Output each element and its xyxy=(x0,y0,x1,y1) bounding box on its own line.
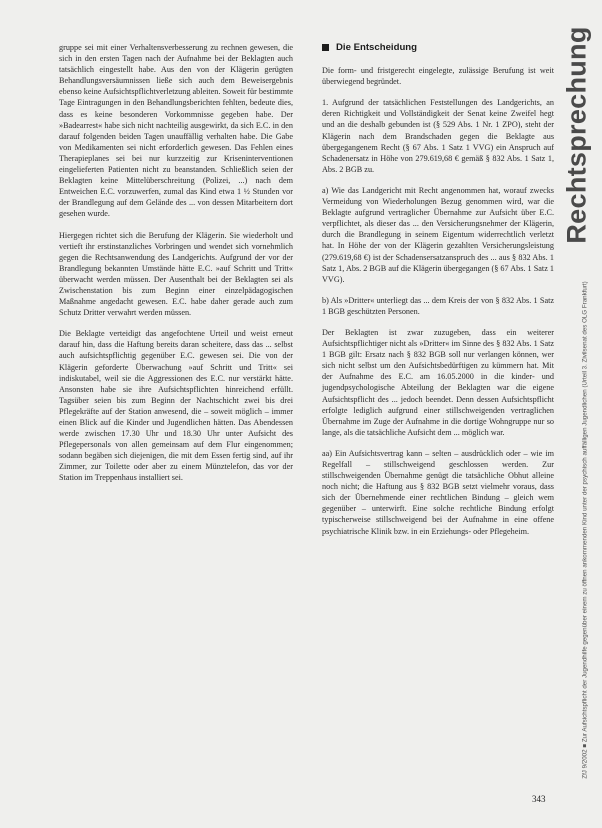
right-paragraph: a) Wie das Landgericht mit Recht angenommen hat, worauf zwecks Vermeidung von Wiederholungen Bezug genommen wird, war die Beklagte aufgrund vertraglicher Übernahme zur Aufsicht über E.C. verpflichtet, als dieser das ... den Versicherungsnehmer der Klägerin, durch die Brandlegung in seinem Eigentum widerrechtlich verletzt hat. In Höhe der von der Klägerin gezahlten Versicherungsleistung (279.619,68 €) ist der Schadensersatzanspruch des ... aus § 832 Abs. 1 Satz 1, Abs. 2 BGB auf die Klägerin übergegangen (§ 67 Abs. 1 Satz 1 VVG). xyxy=(322,185,554,284)
right-paragraph: Der Beklagten ist zwar zuzugeben, dass ein weiterer Aufsichtspflichtiger nicht als »Dritter« im Sinne des § 832 Abs. 1 Satz 1 BGB gilt: Ersatz nach § 832 BGB soll nur verlangen können, wer sich nicht selbst um den Aufsichtsbedürftigen zu kümmern hat. Mit der Aufnahme des E.C. am 16.05.2000 in die kinder- und jugendpsychologische Abteilung der Beklagten war die eigene Aufsichtspflicht des ... jedoch beendet. Denn dessen Aufsichtspflicht erfolgte lediglich aufgrund einer stillschweigenden vertraglichen Übernahme im Zuge der Aufnahme in die dortige Wohngruppe nur so lange, als die tatsächliche Aufsicht dem ... möglich war. xyxy=(322,327,554,437)
left-column xyxy=(59,42,293,494)
section-heading xyxy=(322,42,554,53)
side-citation xyxy=(579,250,591,810)
right-paragraph: 1. Aufgrund der tatsächlichen Feststellungen des Landgerichts, an deren Richtigkeit und Vollständigkeit der Senat keine Zweifel hegt und an die deshalb gebunden ist (§ 529 Abs. 1 Nr. 1 ZPO), steht der Klägerin nach dem Brandschaden gegen die Beklagte aus übergegangenem Recht (§ 67 Abs. 1 Satz 1 VVG) ein Anspruch auf Schadenersatz in Höhe von 279.619,68 € gemäß § 832 Abs. 1 Satz 1, Abs. 2 BGB zu. xyxy=(322,98,554,174)
section-heading-text: Die Entscheidung xyxy=(336,42,418,53)
right-paragraph: aa) Ein Aufsichtsvertrag kann – selten – ausdrücklich oder – wie im Regelfall – stillschweigend geschlossen werden. Zur stillschweigenden Übernahme genügt die tatsächliche Obhut alleine noch nicht; die Haftung aus § 832 BGB setzt vielmehr voraus, dass sich der Übernehmende einer rechtlichen Bindung – gleich wem gegenüber – unterwirft. Eine solche rechtliche Bindung erfolgt typischerweise stillschweigend bei der Aufnahme in eine offene psychiatrische Klinik bzw. in ein Erziehungs- oder Pflegeheim. xyxy=(322,448,554,536)
right-paragraph: Die form- und fristgerecht eingelegte, zulässige Berufung ist weit überwiegend begründet. xyxy=(322,66,554,87)
left-paragraph: Hiergegen richtet sich die Berufung der Klägerin. Sie wiederholt und vertieft ihr erstinstanzliches Vorbringen und wendet sich vornehmlich gegen die Rechtsanwendung des Landgerichts. Aufgrund der vor der Brandlegung bekannten Umstände hätte E.C. »auf Schritt und Tritt« überwacht werden müssen. Der Ausenthalt bei der Beklagten sei als Zwischenstation bis zum Beginn einer einzelpädagogischen Maßnahme angedacht gewesen. E.C. habe daher gerade auch zum Schutz Dritter verwahrt werden müssen. xyxy=(59,230,293,318)
side-title-text: Rechtsprechung xyxy=(561,26,592,244)
side-citation-text: ZfJ 9/2002 ■ Zur Aufsichtspflicht der Jugendhilfe gegenüber einem zu öffnen ankommenden Kind unter der psychisch auffälligen Jugendlichen (Urteil 3. Zivilsenat des OLG Frankfurt) xyxy=(581,281,589,779)
page-number: 343 xyxy=(532,794,546,804)
right-paragraph: b) Als »Dritter« unterliegt das ... dem Kreis der von § 832 Abs. 1 Satz 1 BGB geschützten Personen. xyxy=(322,295,554,316)
square-bullet-icon xyxy=(322,44,329,51)
left-paragraph: Die Beklagte verteidigt das angefochtene Urteil und weist erneut darauf hin, dass die Haftung bereits daran scheitere, dass das ... selbst auch aufsichtspflichtig gegenüber E.C. gewesen sei. Die von der Klägerin geforderte Überwachung »auf Schritt und Tritt« sei indiskutabel, weil sie die Aggressionen des E.C. nur verstärkt hätte. Ansonsten habe sie ihre Aufsichtspflichten hinreichend erfüllt. Tagsüber seien bis zum Beginn der Nachtschicht zwei bis drei Pflegekräfte auf der Station anwesend, die – soweit möglich – immer einen Blick auf die Kinder und Jugendlichen hätten. Das Abendessen werde zwischen 17.30 Uhr und 18.30 Uhr unter Aufsicht des Pflegepersonals von allen gemeinsam auf dem Flur eingenommen; sodann begäben sich diejenigen, die mit dem Essen fertig sind, auf ihr Zimmer, zur Toilette oder aber zu einem Münztelefon, das vor der Station im Treppenhaus installiert sei. xyxy=(59,329,293,483)
section-side-title xyxy=(558,26,596,244)
right-column xyxy=(322,42,554,547)
left-paragraph: gruppe sei mit einer Verhaltensverbesserung zu rechnen gewesen, die sich in den ersten Tagen nach der Aufnahme bei der Beklagten auch tatsächlich eingestellt habe. Aus den von der Klägerin gerügten Behandlungsversäumnissen ließe sich auch dem Beweisergebnis ebenso keine Aufsichtspflichtverletzung ableiten. Soweit für bestimmte Tage Eintragungen in den Behandlungsberichten fehlten, bedeute dies, dass es keine besonderen Vorkommnisse gegeben habe. Der »Badearrest« habe sich nicht nachteilig ausgewirkt, da sich E.C. in den darauf folgenden beiden Tagen unauffällig verhalten habe. Die Gabe von Medikamenten sei nicht erforderlich gewesen. Das Fehlen eines Therapieplanes sei bei nur kurzzeitig zur Kriseninterventionen eingelieferten Patienten nicht zu beanstanden. Schließlich seien der Beklagten keine Mittelüberschreitung (Polizei, ...) nach dem Entweichen E.C. vorzuwerfen, zumal das Kind etwa 1 ½ Stunden vor der Brandlegung auf dem Gelände des ... von dessen Mitarbeitern dort gesehen wurde. xyxy=(59,43,293,219)
